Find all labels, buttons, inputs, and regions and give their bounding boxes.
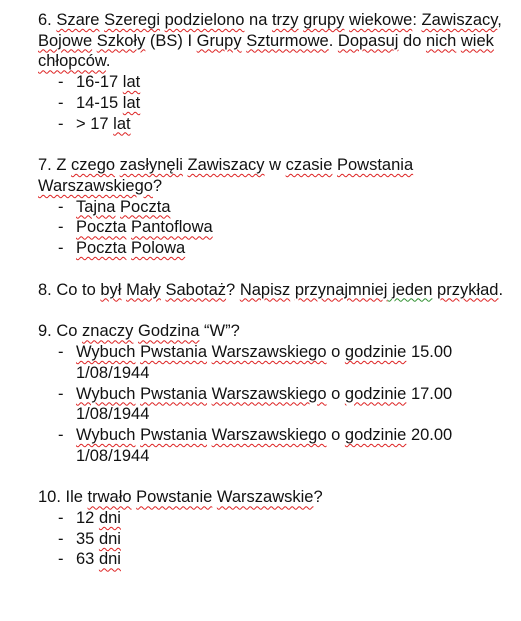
text-run: 10. Ile xyxy=(38,488,88,507)
answer-options xyxy=(38,508,508,570)
text-run: 9. Co xyxy=(38,322,83,341)
answer-option xyxy=(38,342,508,383)
answer-options xyxy=(38,197,508,259)
dash-bullet: - xyxy=(58,73,64,92)
question-9 xyxy=(38,321,508,466)
dash-bullet: - xyxy=(58,197,64,216)
text-run: . xyxy=(105,52,111,71)
text-run: o xyxy=(326,384,345,403)
answer-option xyxy=(38,238,508,259)
text-run: o xyxy=(326,343,345,362)
misspelled-word: godzinie xyxy=(344,384,407,403)
misspelled-word: trwało xyxy=(87,488,132,507)
dash-bullet: - xyxy=(58,509,64,528)
answer-options xyxy=(38,72,508,134)
misspelled-word: zasłynęli xyxy=(119,156,183,175)
answer-option xyxy=(38,217,508,238)
text-run: ? xyxy=(313,488,323,507)
misspelled-word: Polowa xyxy=(131,239,186,258)
blank-line xyxy=(38,134,508,155)
question-text xyxy=(38,280,508,301)
misspelled-word: grupy xyxy=(303,11,345,29)
text-run: 8. Co to xyxy=(38,280,101,299)
misspelled-word: Zawiszacy xyxy=(421,11,498,29)
misspelled-word: był xyxy=(100,280,122,299)
blank-line xyxy=(38,300,508,321)
misspelled-word: przynajmniej xyxy=(294,280,388,299)
question-6 xyxy=(38,10,508,134)
text-run: , xyxy=(497,11,502,29)
dash-bullet: - xyxy=(58,239,64,258)
document-page xyxy=(38,10,508,570)
misspelled-word: Grupy xyxy=(196,31,242,50)
misspelled-word: Sabotaż xyxy=(165,280,227,299)
blank-line xyxy=(38,466,508,487)
question-text xyxy=(38,10,508,72)
question-text xyxy=(38,155,508,196)
text-run: o xyxy=(326,425,345,444)
misspelled-word: czasie xyxy=(285,156,333,175)
misspelled-word: lat xyxy=(113,114,131,133)
misspelled-word: Warszawskiego xyxy=(211,425,327,444)
text-run: do xyxy=(398,31,426,50)
misspelled-word: Pwstania xyxy=(140,384,208,403)
misspelled-word: podzielono xyxy=(164,11,245,29)
misspelled-word: lat xyxy=(122,73,141,92)
text-run: . xyxy=(498,280,504,299)
misspelled-word: godzinie xyxy=(344,343,407,362)
text-run: 63 xyxy=(76,550,99,569)
misspelled-word: lat xyxy=(122,93,141,112)
misspelled-word: Szare xyxy=(56,11,100,29)
misspelled-word: Dopasuj xyxy=(337,31,399,50)
text-run: 14-15 xyxy=(76,93,123,112)
answer-option xyxy=(38,197,508,218)
question-10 xyxy=(38,487,508,570)
misspelled-word: nich xyxy=(425,31,457,50)
blank-line xyxy=(38,259,508,280)
question-text xyxy=(38,487,508,508)
misspelled-word: Godzina xyxy=(137,322,200,341)
answer-option xyxy=(38,72,508,93)
dash-bullet: - xyxy=(58,529,64,548)
question-7 xyxy=(38,155,508,259)
text-run: (BS) I xyxy=(145,31,197,50)
misspelled-word: Wybuch xyxy=(76,425,136,444)
text-run: . xyxy=(328,31,338,50)
misspelled-word: dni xyxy=(98,529,121,548)
misspelled-word: chłopców xyxy=(38,52,106,71)
dash-bullet: - xyxy=(58,384,64,403)
text-run: “W”? xyxy=(199,322,240,341)
misspelled-word: Poczta xyxy=(120,197,171,216)
misspelled-word: Zawiszacy xyxy=(187,156,265,175)
misspelled-word: godzinie xyxy=(344,425,407,444)
text-run: 12 xyxy=(76,509,99,528)
misspelled-word: Tajna xyxy=(76,197,116,216)
answer-option xyxy=(38,93,508,114)
misspelled-word: Mały xyxy=(126,280,161,299)
misspelled-word: Wybuch xyxy=(76,343,136,362)
misspelled-word: Pwstania xyxy=(140,425,208,444)
misspelled-word: czego xyxy=(71,156,116,175)
misspelled-word: wiek xyxy=(460,31,494,50)
misspelled-word: przykład xyxy=(437,280,499,299)
text-run: 35 xyxy=(76,529,99,548)
text-run: 20.00 1/08/1944 xyxy=(76,425,453,465)
misspelled-word: Warszawskiego xyxy=(211,384,327,403)
misspelled-word: Szturmowe xyxy=(246,31,329,50)
dash-bullet: - xyxy=(58,425,64,444)
misspelled-word: dni xyxy=(98,550,121,569)
question-text xyxy=(38,321,508,342)
misspelled-word: Szeregi xyxy=(104,11,161,29)
text-run: na xyxy=(244,11,272,29)
answer-option xyxy=(38,549,508,570)
dash-bullet: - xyxy=(58,114,64,133)
answer-options xyxy=(38,342,508,466)
text-run: > 17 xyxy=(76,114,114,133)
misspelled-word: Pwstania xyxy=(140,343,208,362)
misspelled-word: znaczy xyxy=(82,322,134,341)
grammar-flagged-text: jeden xyxy=(392,280,433,299)
misspelled-word: Bojowe xyxy=(38,31,93,50)
question-8 xyxy=(38,280,508,301)
text-run: : xyxy=(412,11,422,29)
dash-bullet: - xyxy=(58,218,64,237)
misspelled-word: Szkoły xyxy=(96,31,146,50)
text-run: 15.00 1/08/1944 xyxy=(76,343,453,382)
misspelled-word: wiekowe xyxy=(349,11,413,29)
misspelled-word: dni xyxy=(98,509,121,528)
text-run: 7. Z xyxy=(38,156,72,175)
misspelled-word: Warszawskie xyxy=(216,488,314,507)
misspelled-word: Napisz xyxy=(239,280,291,299)
misspelled-word: Warszawskiego xyxy=(211,343,327,362)
text-run: ? xyxy=(226,280,240,299)
answer-option xyxy=(38,529,508,550)
text-run: 16-17 xyxy=(76,73,123,92)
misspelled-word: Powstania xyxy=(337,156,414,175)
answer-option xyxy=(38,114,508,135)
text-run: 6. xyxy=(38,11,57,29)
misspelled-word: Pantoflowa xyxy=(131,218,213,237)
dash-bullet: - xyxy=(58,550,64,569)
misspelled-word: Warszawskiego xyxy=(38,176,153,195)
dash-bullet: - xyxy=(58,93,64,112)
answer-option xyxy=(38,425,508,466)
text-run: 17.00 1/08/1944 xyxy=(76,384,453,424)
text-run: ? xyxy=(152,176,163,195)
misspelled-word: Poczta xyxy=(76,239,127,258)
answer-option xyxy=(38,508,508,529)
text-run: w xyxy=(264,156,286,175)
dash-bullet: - xyxy=(58,343,64,362)
misspelled-word: trzy xyxy=(271,11,299,29)
misspelled-word: Powstanie xyxy=(136,488,213,507)
misspelled-word: Wybuch xyxy=(76,384,136,403)
misspelled-word: Poczta xyxy=(76,218,127,237)
answer-option xyxy=(38,384,508,425)
